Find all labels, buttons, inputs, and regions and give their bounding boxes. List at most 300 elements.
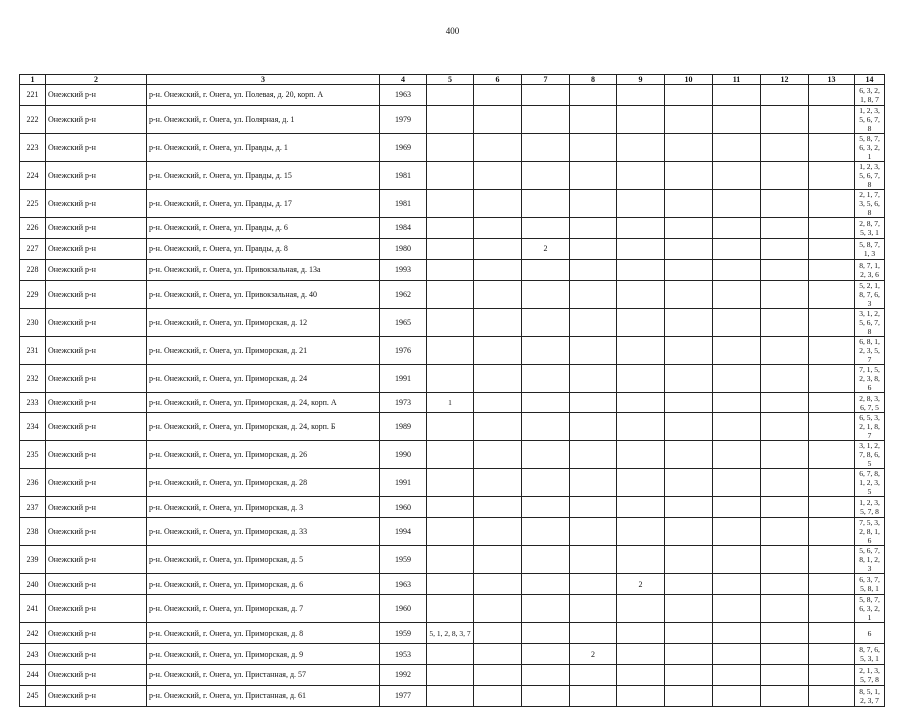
cell-col-11 <box>713 392 761 413</box>
cell-col-10 <box>665 574 713 595</box>
cell-col-8 <box>570 623 617 644</box>
cell-year-built: 1989 <box>380 413 427 441</box>
cell-col-6 <box>474 546 522 574</box>
cell-row-number: 223 <box>20 133 46 161</box>
cell-col-9 <box>617 469 665 497</box>
cell-address: р-н. Онежский, г. Онега, ул. Приморская, д. 24 <box>147 364 380 392</box>
cell-year-built: 1959 <box>380 546 427 574</box>
cell-col-7 <box>522 217 570 238</box>
cell-col-11 <box>713 280 761 308</box>
cell-col-6 <box>474 364 522 392</box>
cell-col-13 <box>809 497 855 518</box>
cell-district: Онежский р-н <box>46 623 147 644</box>
cell-col-13 <box>809 685 855 706</box>
cell-col-11 <box>713 518 761 546</box>
cell-col-6 <box>474 238 522 259</box>
cell-col-12 <box>761 665 809 686</box>
cell-address: р-н. Онежский, г. Онега, ул. Приморская, д. 9 <box>147 644 380 665</box>
cell-address: р-н. Онежский, г. Онега, ул. Правды, д. 1 <box>147 133 380 161</box>
cell-col-14: 6, 8, 1, 2, 3, 5, 7 <box>855 336 885 364</box>
cell-row-number: 239 <box>20 546 46 574</box>
cell-col-9 <box>617 336 665 364</box>
cell-address: р-н. Онежский, г. Онега, ул. Приморская, д. 5 <box>147 546 380 574</box>
cell-col-11 <box>713 133 761 161</box>
cell-col-12 <box>761 217 809 238</box>
cell-address: р-н. Онежский, г. Онега, ул. Правды, д. 6 <box>147 217 380 238</box>
cell-address: р-н. Онежский, г. Онега, ул. Приморская, д. 26 <box>147 441 380 469</box>
cell-col-5 <box>427 336 474 364</box>
cell-year-built: 1979 <box>380 105 427 133</box>
cell-col-13 <box>809 189 855 217</box>
cell-col-5 <box>427 518 474 546</box>
cell-col-6 <box>474 469 522 497</box>
table-row <box>20 238 885 259</box>
cell-col-6 <box>474 105 522 133</box>
cell-col-10 <box>665 238 713 259</box>
cell-row-number: 225 <box>20 189 46 217</box>
cell-col-10 <box>665 441 713 469</box>
cell-col-11 <box>713 105 761 133</box>
cell-district: Онежский р-н <box>46 497 147 518</box>
cell-col-6 <box>474 85 522 106</box>
cell-col-8 <box>570 685 617 706</box>
cell-col-7 <box>522 413 570 441</box>
cell-col-12 <box>761 189 809 217</box>
cell-col-12 <box>761 105 809 133</box>
cell-col-10 <box>665 133 713 161</box>
cell-col-5 <box>427 238 474 259</box>
cell-col-11 <box>713 189 761 217</box>
column-header-13: 13 <box>809 75 855 85</box>
cell-col-13 <box>809 518 855 546</box>
cell-col-5 <box>427 665 474 686</box>
cell-col-10 <box>665 413 713 441</box>
cell-row-number: 232 <box>20 364 46 392</box>
cell-col-13 <box>809 238 855 259</box>
cell-col-8 <box>570 336 617 364</box>
cell-row-number: 245 <box>20 685 46 706</box>
cell-row-number: 243 <box>20 644 46 665</box>
cell-col-10 <box>665 161 713 189</box>
cell-col-9 <box>617 392 665 413</box>
column-header-11: 11 <box>713 75 761 85</box>
cell-col-14: 2, 8, 7, 5, 3, 1 <box>855 217 885 238</box>
cell-col-8 <box>570 665 617 686</box>
cell-col-10 <box>665 280 713 308</box>
cell-col-13 <box>809 161 855 189</box>
cell-col-13 <box>809 336 855 364</box>
cell-col-10 <box>665 189 713 217</box>
cell-col-9 <box>617 280 665 308</box>
table-row <box>20 280 885 308</box>
cell-col-8 <box>570 518 617 546</box>
cell-col-10 <box>665 644 713 665</box>
cell-col-11 <box>713 685 761 706</box>
cell-row-number: 230 <box>20 308 46 336</box>
cell-col-10 <box>665 336 713 364</box>
cell-col-14: 8, 7, 6, 5, 3, 1 <box>855 644 885 665</box>
cell-address: р-н. Онежский, г. Онега, ул. Приморская, д. 33 <box>147 518 380 546</box>
cell-col-7 <box>522 595 570 623</box>
cell-address: р-н. Онежский, г. Онега, ул. Правды, д. 8 <box>147 238 380 259</box>
cell-col-12 <box>761 280 809 308</box>
cell-col-7 <box>522 133 570 161</box>
cell-col-5 <box>427 546 474 574</box>
cell-year-built: 1963 <box>380 85 427 106</box>
column-header-8: 8 <box>570 75 617 85</box>
cell-col-12 <box>761 308 809 336</box>
cell-col-14: 5, 8, 7, 6, 3, 2, 1 <box>855 595 885 623</box>
cell-col-7 <box>522 497 570 518</box>
cell-col-7 <box>522 85 570 106</box>
cell-col-12 <box>761 364 809 392</box>
cell-col-14: 2, 1, 3, 5, 7, 8 <box>855 665 885 686</box>
cell-col-8 <box>570 238 617 259</box>
cell-district: Онежский р-н <box>46 518 147 546</box>
table-row <box>20 308 885 336</box>
cell-col-13 <box>809 546 855 574</box>
table-header-row <box>20 75 885 85</box>
column-header-2: 2 <box>46 75 147 85</box>
cell-col-8 <box>570 392 617 413</box>
cell-col-7 <box>522 685 570 706</box>
cell-year-built: 1990 <box>380 441 427 469</box>
cell-col-10 <box>665 217 713 238</box>
cell-col-5: 5, 1, 2, 8, 3, 7 <box>427 623 474 644</box>
cell-address: р-н. Онежский, г. Онега, ул. Приморская, д. 28 <box>147 469 380 497</box>
cell-address: р-н. Онежский, г. Онега, ул. Приморская, д. 21 <box>147 336 380 364</box>
cell-col-9 <box>617 85 665 106</box>
cell-year-built: 1960 <box>380 595 427 623</box>
cell-col-6 <box>474 413 522 441</box>
cell-col-14: 8, 5, 1, 2, 3, 7 <box>855 685 885 706</box>
cell-col-7 <box>522 392 570 413</box>
cell-col-6 <box>474 217 522 238</box>
cell-col-7 <box>522 308 570 336</box>
cell-col-7 <box>522 105 570 133</box>
cell-row-number: 228 <box>20 259 46 280</box>
cell-col-7: 2 <box>522 238 570 259</box>
cell-col-12 <box>761 238 809 259</box>
cell-district: Онежский р-н <box>46 336 147 364</box>
cell-col-5 <box>427 469 474 497</box>
cell-col-11 <box>713 336 761 364</box>
cell-col-12 <box>761 574 809 595</box>
cell-col-7 <box>522 665 570 686</box>
cell-col-13 <box>809 441 855 469</box>
cell-col-10 <box>665 105 713 133</box>
cell-col-13 <box>809 280 855 308</box>
cell-col-8 <box>570 189 617 217</box>
cell-district: Онежский р-н <box>46 161 147 189</box>
cell-col-12 <box>761 497 809 518</box>
cell-col-8 <box>570 308 617 336</box>
cell-col-9 <box>617 665 665 686</box>
cell-col-7 <box>522 364 570 392</box>
table-row <box>20 441 885 469</box>
cell-col-8 <box>570 497 617 518</box>
cell-district: Онежский р-н <box>46 441 147 469</box>
table-row <box>20 665 885 686</box>
cell-col-14: 2, 8, 3, 6, 7, 5 <box>855 392 885 413</box>
cell-year-built: 1977 <box>380 685 427 706</box>
cell-col-7 <box>522 644 570 665</box>
cell-row-number: 226 <box>20 217 46 238</box>
cell-col-8 <box>570 133 617 161</box>
cell-row-number: 233 <box>20 392 46 413</box>
table-row <box>20 685 885 706</box>
cell-district: Онежский р-н <box>46 105 147 133</box>
cell-district: Онежский р-н <box>46 469 147 497</box>
cell-year-built: 1976 <box>380 336 427 364</box>
cell-year-built: 1962 <box>380 280 427 308</box>
cell-col-10 <box>665 595 713 623</box>
table-row <box>20 497 885 518</box>
cell-col-14: 5, 2, 1, 8, 7, 6, 3 <box>855 280 885 308</box>
cell-address: р-н. Онежский, г. Онега, ул. Правды, д. 17 <box>147 189 380 217</box>
cell-col-8 <box>570 161 617 189</box>
cell-address: р-н. Онежский, г. Онега, ул. Приморская, д. 24, корп. А <box>147 392 380 413</box>
cell-address: р-н. Онежский, г. Онега, ул. Пристанная, д. 57 <box>147 665 380 686</box>
cell-col-5 <box>427 595 474 623</box>
column-header-7: 7 <box>522 75 570 85</box>
cell-col-8: 2 <box>570 644 617 665</box>
cell-col-6 <box>474 623 522 644</box>
cell-col-7 <box>522 623 570 644</box>
cell-col-10 <box>665 364 713 392</box>
cell-col-7 <box>522 546 570 574</box>
table-row <box>20 413 885 441</box>
cell-district: Онежский р-н <box>46 133 147 161</box>
cell-col-14: 3, 1, 2, 5, 6, 7, 8 <box>855 308 885 336</box>
column-header-6: 6 <box>474 75 522 85</box>
cell-col-8 <box>570 574 617 595</box>
cell-col-9 <box>617 217 665 238</box>
cell-district: Онежский р-н <box>46 665 147 686</box>
cell-col-14: 1, 2, 3, 5, 7, 8 <box>855 497 885 518</box>
cell-col-9 <box>617 644 665 665</box>
column-header-12: 12 <box>761 75 809 85</box>
cell-district: Онежский р-н <box>46 238 147 259</box>
cell-col-5 <box>427 497 474 518</box>
cell-col-11 <box>713 546 761 574</box>
cell-address: р-н. Онежский, г. Онега, ул. Полярная, д. 1 <box>147 105 380 133</box>
cell-col-13 <box>809 623 855 644</box>
cell-col-13 <box>809 392 855 413</box>
cell-col-10 <box>665 518 713 546</box>
cell-col-13 <box>809 665 855 686</box>
cell-col-12 <box>761 392 809 413</box>
table-row <box>20 161 885 189</box>
cell-col-6 <box>474 685 522 706</box>
cell-col-9 <box>617 413 665 441</box>
cell-address: р-н. Онежский, г. Онега, ул. Приморская, д. 12 <box>147 308 380 336</box>
cell-col-6 <box>474 518 522 546</box>
cell-col-5 <box>427 85 474 106</box>
cell-year-built: 1994 <box>380 518 427 546</box>
cell-col-9 <box>617 685 665 706</box>
cell-col-13 <box>809 85 855 106</box>
table-body <box>20 85 885 707</box>
cell-district: Онежский р-н <box>46 685 147 706</box>
cell-col-8 <box>570 259 617 280</box>
cell-col-12 <box>761 685 809 706</box>
cell-col-13 <box>809 105 855 133</box>
cell-col-6 <box>474 161 522 189</box>
cell-col-8 <box>570 85 617 106</box>
cell-col-10 <box>665 665 713 686</box>
cell-col-6 <box>474 259 522 280</box>
cell-col-8 <box>570 280 617 308</box>
cell-col-11 <box>713 441 761 469</box>
cell-col-7 <box>522 189 570 217</box>
cell-col-11 <box>713 665 761 686</box>
cell-col-10 <box>665 308 713 336</box>
table-row <box>20 574 885 595</box>
cell-col-9 <box>617 595 665 623</box>
cell-district: Онежский р-н <box>46 574 147 595</box>
cell-col-14: 2, 1, 7, 3, 5, 6, 8 <box>855 189 885 217</box>
cell-year-built: 1981 <box>380 161 427 189</box>
column-header-4: 4 <box>380 75 427 85</box>
cell-col-11 <box>713 644 761 665</box>
cell-col-10 <box>665 685 713 706</box>
table-row <box>20 189 885 217</box>
cell-col-5 <box>427 105 474 133</box>
cell-col-9 <box>617 133 665 161</box>
cell-col-9 <box>617 518 665 546</box>
cell-district: Онежский р-н <box>46 85 147 106</box>
cell-col-12 <box>761 623 809 644</box>
cell-district: Онежский р-н <box>46 644 147 665</box>
cell-col-12 <box>761 259 809 280</box>
cell-col-14: 5, 8, 7, 1, 3 <box>855 238 885 259</box>
cell-col-12 <box>761 546 809 574</box>
cell-col-11 <box>713 259 761 280</box>
cell-col-11 <box>713 364 761 392</box>
cell-col-13 <box>809 217 855 238</box>
cell-col-12 <box>761 441 809 469</box>
cell-col-7 <box>522 336 570 364</box>
table-row <box>20 469 885 497</box>
cell-col-12 <box>761 161 809 189</box>
cell-address: р-н. Онежский, г. Онега, ул. Приморская, д. 6 <box>147 574 380 595</box>
cell-row-number: 227 <box>20 238 46 259</box>
table-row <box>20 217 885 238</box>
cell-col-13 <box>809 595 855 623</box>
cell-col-8 <box>570 469 617 497</box>
cell-col-9 <box>617 259 665 280</box>
cell-col-5 <box>427 189 474 217</box>
cell-col-14: 6, 7, 8, 1, 2, 3, 5 <box>855 469 885 497</box>
cell-district: Онежский р-н <box>46 259 147 280</box>
cell-col-7 <box>522 441 570 469</box>
cell-row-number: 222 <box>20 105 46 133</box>
cell-col-9 <box>617 546 665 574</box>
cell-col-11 <box>713 497 761 518</box>
cell-col-10 <box>665 497 713 518</box>
cell-col-13 <box>809 133 855 161</box>
cell-col-9 <box>617 441 665 469</box>
cell-col-11 <box>713 308 761 336</box>
cell-col-11 <box>713 217 761 238</box>
cell-row-number: 224 <box>20 161 46 189</box>
cell-col-14: 6, 3, 2, 1, 8, 7 <box>855 85 885 106</box>
cell-col-6 <box>474 441 522 469</box>
cell-col-13 <box>809 644 855 665</box>
cell-district: Онежский р-н <box>46 189 147 217</box>
cell-district: Онежский р-н <box>46 546 147 574</box>
cell-col-7 <box>522 469 570 497</box>
table-row <box>20 623 885 644</box>
cell-col-13 <box>809 574 855 595</box>
cell-col-6 <box>474 308 522 336</box>
cell-col-5 <box>427 685 474 706</box>
cell-col-11 <box>713 238 761 259</box>
cell-address: р-н. Онежский, г. Онега, ул. Приморская, д. 7 <box>147 595 380 623</box>
cell-address: р-н. Онежский, г. Онега, ул. Правды, д. 15 <box>147 161 380 189</box>
cell-col-5 <box>427 413 474 441</box>
cell-address: р-н. Онежский, г. Онега, ул. Пристанная, д. 61 <box>147 685 380 706</box>
cell-district: Онежский р-н <box>46 308 147 336</box>
cell-col-5 <box>427 308 474 336</box>
cell-year-built: 1991 <box>380 364 427 392</box>
cell-col-14: 5, 8, 7, 6, 3, 2, 1 <box>855 133 885 161</box>
cell-year-built: 1953 <box>380 644 427 665</box>
cell-col-13 <box>809 364 855 392</box>
cell-col-11 <box>713 469 761 497</box>
cell-col-10 <box>665 392 713 413</box>
housing-register-table <box>19 74 885 707</box>
cell-district: Онежский р-н <box>46 595 147 623</box>
cell-year-built: 1992 <box>380 665 427 686</box>
cell-col-6 <box>474 280 522 308</box>
cell-col-9: 2 <box>617 574 665 595</box>
cell-col-13 <box>809 308 855 336</box>
cell-col-9 <box>617 308 665 336</box>
cell-col-6 <box>474 595 522 623</box>
cell-col-8 <box>570 441 617 469</box>
cell-col-12 <box>761 518 809 546</box>
cell-col-14: 6, 3, 7, 5, 8, 1 <box>855 574 885 595</box>
column-header-3: 3 <box>147 75 380 85</box>
cell-row-number: 238 <box>20 518 46 546</box>
cell-row-number: 241 <box>20 595 46 623</box>
cell-col-9 <box>617 623 665 644</box>
cell-year-built: 1973 <box>380 392 427 413</box>
cell-col-8 <box>570 546 617 574</box>
cell-col-13 <box>809 413 855 441</box>
cell-col-14: 6, 5, 3, 2, 1, 8, 7 <box>855 413 885 441</box>
cell-col-7 <box>522 574 570 595</box>
cell-col-7 <box>522 280 570 308</box>
column-header-10: 10 <box>665 75 713 85</box>
cell-col-5 <box>427 161 474 189</box>
cell-year-built: 1993 <box>380 259 427 280</box>
table-row <box>20 133 885 161</box>
cell-col-11 <box>713 623 761 644</box>
cell-col-6 <box>474 336 522 364</box>
table-row <box>20 392 885 413</box>
cell-year-built: 1980 <box>380 238 427 259</box>
page-number: 400 <box>445 26 460 36</box>
cell-col-9 <box>617 497 665 518</box>
cell-col-7 <box>522 161 570 189</box>
cell-col-12 <box>761 85 809 106</box>
cell-col-12 <box>761 336 809 364</box>
cell-year-built: 1969 <box>380 133 427 161</box>
table-row <box>20 364 885 392</box>
